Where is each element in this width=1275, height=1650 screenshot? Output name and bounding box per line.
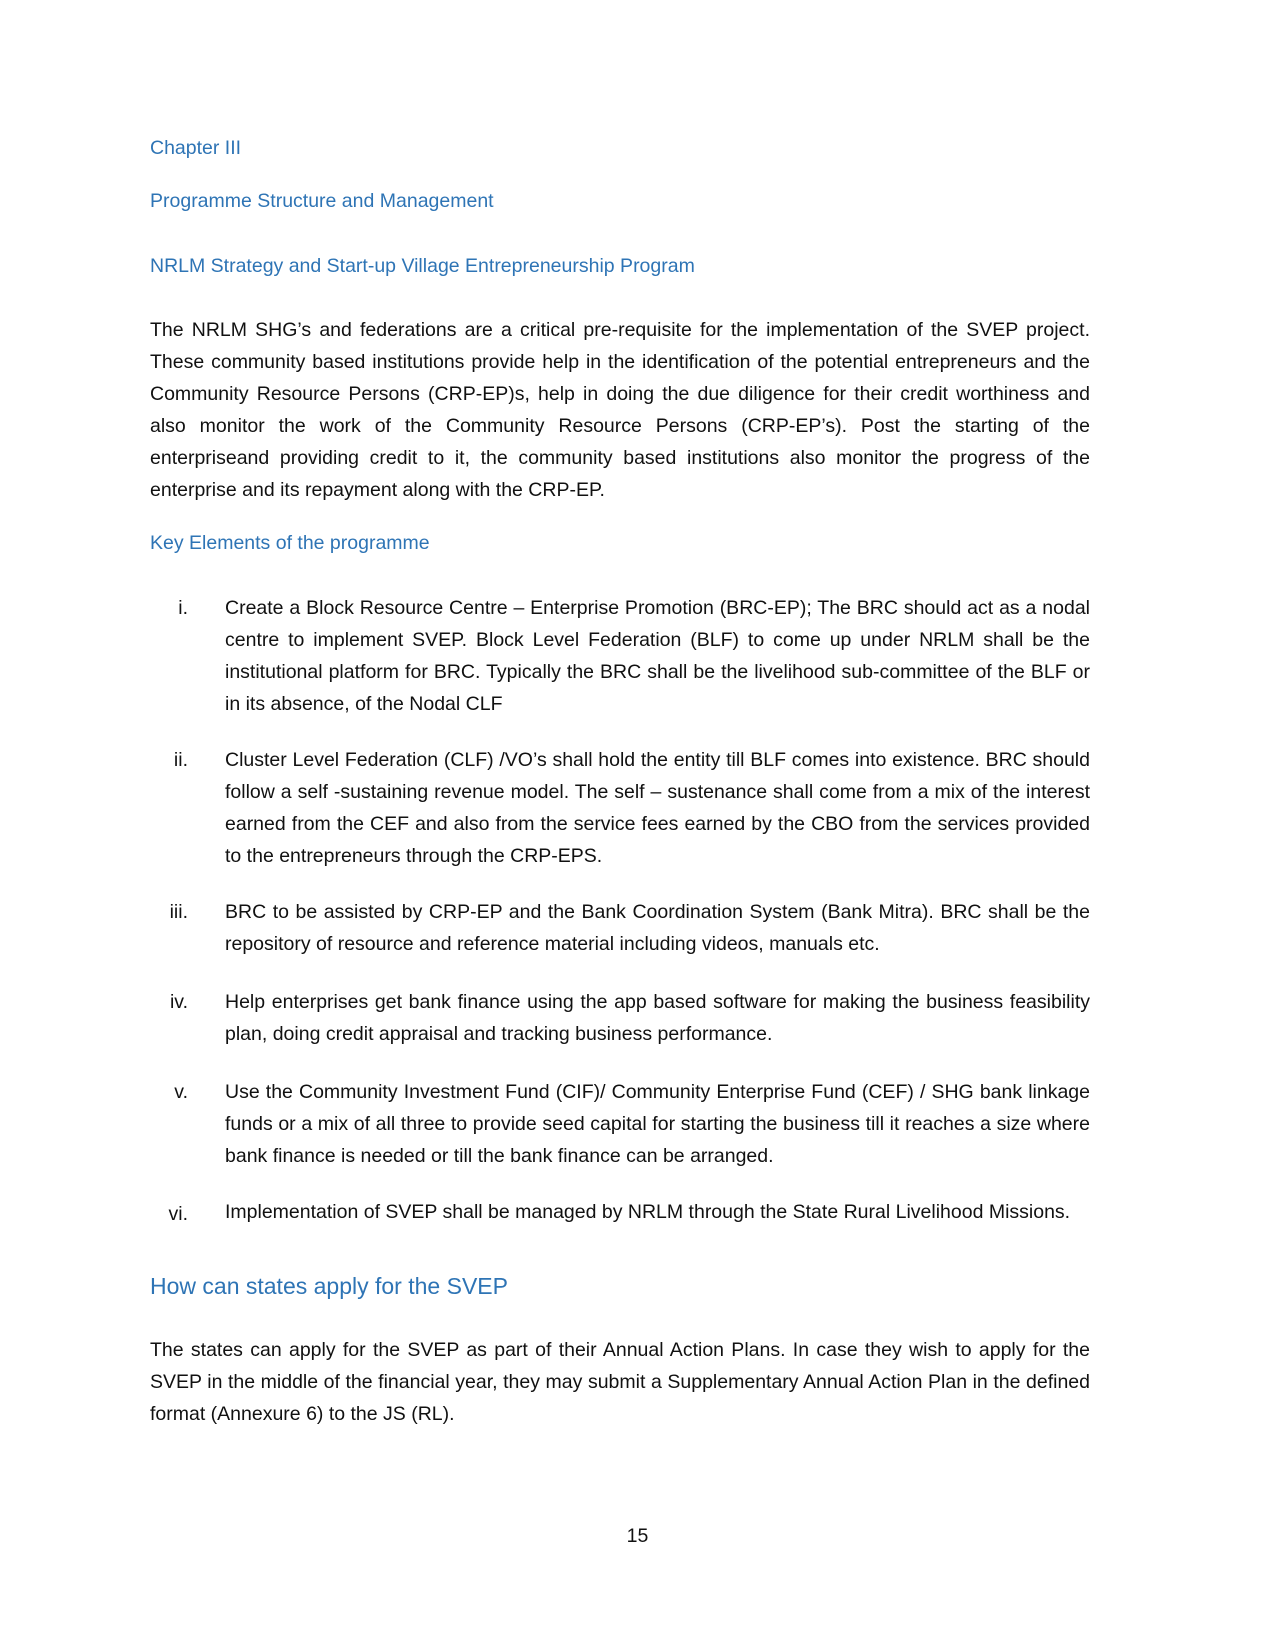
- apply-paragraph: The states can apply for the SVEP as part of their Annual Action Plans. In case they wish to apply for the SVEP in the middle of the financial year, they may submit a Supplementary Annual Action Plan in the defined format (Annexure 6) to the JS (RL).: [150, 1339, 1090, 1425]
- subsection-title: NRLM Strategy and Start-up Village Entrepreneurship Program: [150, 255, 695, 277]
- list-item-text: Cluster Level Federation (CLF) /VO’s shall hold the entity till BLF comes into existence. BRC should follow a self -sustaining revenue model. The self – sustenance shall come from a mix of the interest earned from the CEF and also from the service fees earned by the CBO from the services provided to the entrepreneurs through the CRP-EPS.: [225, 749, 1090, 867]
- page-number: 15: [626, 1525, 649, 1547]
- list-item-text: BRC to be assisted by CRP-EP and the Bank Coordination System (Bank Mitra). BRC shall be the repository of resource and reference material including videos, manuals etc.: [225, 901, 1090, 955]
- chapter-label: Chapter III: [150, 137, 242, 159]
- list-item-text: Use the Community Investment Fund (CIF)/ Community Enterprise Fund (CEF) / SHG bank linkage funds or a mix of all three to provide seed capital for starting the business till it reaches a size where bank finance is needed or till the bank finance can be arranged.: [225, 1081, 1090, 1167]
- list-marker: i.: [178, 597, 188, 619]
- list-item-text: Create a Block Resource Centre – Enterprise Promotion (BRC-EP); The BRC should act as a nodal centre to implement SVEP. Block Level Federation (BLF) to come up under NRLM shall be the institutional platform for BRC. Typically the BRC shall be the livelihood sub-committee of the BLF or in its absence, of the Nodal CLF: [225, 597, 1090, 715]
- intro-paragraph: The NRLM SHG’s and federations are a critical pre-requisite for the implementation of the SVEP project. These community based institutions provide help in the identification of the potential entrepreneurs and the Community Resource Persons (CRP-EP)s, help in doing the due diligence for their credit worthiness and also monitor the work of the Community Resource Persons (CRP-EP’s). Post the starting of the enterpriseand providing credit to it, the community based institutions also monitor the progress of the enterprise and its repayment along with the CRP-EP.: [150, 319, 1090, 501]
- apply-heading: How can states apply for the SVEP: [150, 1273, 508, 1299]
- list-marker: ii.: [173, 749, 188, 771]
- list-marker: iii.: [169, 901, 188, 923]
- list-marker: vi.: [168, 1203, 188, 1225]
- section-title: Programme Structure and Management: [150, 190, 494, 212]
- list-item-text: Help enterprises get bank finance using the app based software for making the business feasibility plan, doing credit appraisal and tracking business performance.: [225, 991, 1090, 1045]
- list-marker: v.: [174, 1081, 188, 1103]
- list-marker: iv.: [169, 991, 188, 1013]
- list-item-text: Implementation of SVEP shall be managed by NRLM through the State Rural Livelihood Missions.: [225, 1201, 1071, 1223]
- key-elements-heading: Key Elements of the programme: [150, 532, 430, 554]
